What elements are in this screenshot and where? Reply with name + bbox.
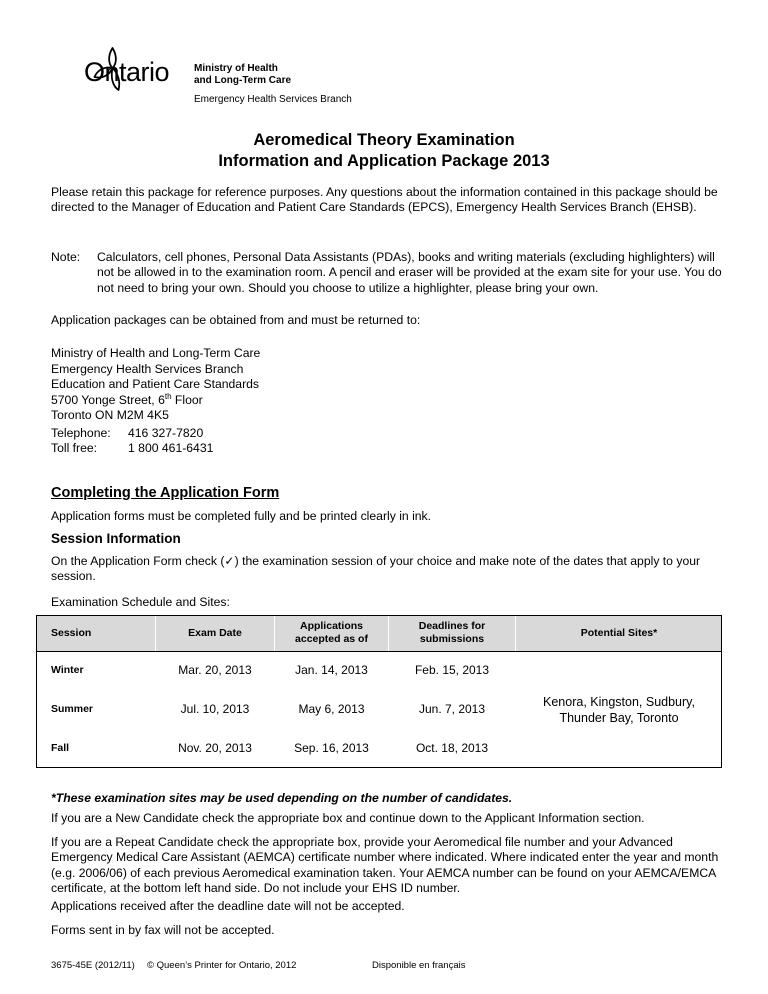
col-header-exam-date: Exam Date bbox=[156, 615, 275, 651]
col-header-applications: Applications accepted as of bbox=[275, 615, 389, 651]
session-cell: Summer bbox=[37, 690, 156, 729]
telephone-row bbox=[51, 426, 213, 441]
fax-notice: Forms sent in by fax will not be accepted. bbox=[51, 923, 275, 937]
exam-schedule-table bbox=[36, 615, 722, 768]
deadline-cell: Feb. 15, 2013 bbox=[389, 651, 516, 690]
deadline-cell: Jun. 7, 2013 bbox=[389, 690, 516, 729]
ontario-wordmark: Ontario bbox=[84, 57, 170, 87]
applications-cell: Jan. 14, 2013 bbox=[275, 651, 389, 690]
sites-footnote: *These examination sites may be used depending on the number of candidates. bbox=[51, 791, 513, 805]
deadline-cell: Oct. 18, 2013 bbox=[389, 729, 516, 768]
copyright-notice: © Queen’s Printer for Ontario, 2012 bbox=[147, 960, 297, 971]
mailing-address bbox=[51, 346, 260, 424]
french-availability: Disponible en français bbox=[372, 960, 466, 971]
exam-date-cell: Jul. 10, 2013 bbox=[156, 690, 275, 729]
title-line-2: Information and Application Package 2013 bbox=[218, 152, 550, 170]
col-header-deadlines: Deadlines for submissions bbox=[389, 615, 516, 651]
tollfree-number: 1 800 461-6431 bbox=[128, 441, 214, 455]
new-candidate-paragraph: If you are a New Candidate check the appropriate box and continue down to the Applicant Information section. bbox=[51, 811, 645, 825]
session-cell: Fall bbox=[37, 729, 156, 768]
ministry-name bbox=[194, 63, 291, 87]
section-heading: Completing the Application Form bbox=[51, 485, 280, 501]
title-line-1: Aeromedical Theory Examination bbox=[253, 131, 515, 149]
telephone-number: 416 327-7820 bbox=[128, 426, 204, 440]
session-info-text: On the Application Form check (✓) the examination session of your choice and make note of the dates that apply to your session. bbox=[51, 554, 701, 584]
exam-date-cell: Nov. 20, 2013 bbox=[156, 729, 275, 768]
document-title bbox=[0, 130, 768, 172]
address-line-5: Toronto ON M2M 4K5 bbox=[51, 408, 169, 422]
intro-paragraph: Please retain this package for reference purposes. Any questions about the information contained in this package should be directed to the Manager of Education and Patient Care Standards (EPCS), Emergency Health Services Branch (EHSB). bbox=[51, 185, 718, 215]
ministry-line-1: Ministry of Health bbox=[194, 63, 278, 74]
address-line-2: Emergency Health Services Branch bbox=[51, 361, 244, 376]
branch-name: Emergency Health Services Branch bbox=[194, 94, 352, 105]
sites-cell: Kenora, Kingston, Sudbury, Thunder Bay, Toronto bbox=[516, 651, 723, 768]
applications-cell: Sep. 16, 2013 bbox=[275, 729, 389, 768]
col-header-sites: Potential Sites* bbox=[516, 615, 723, 651]
table-header-row bbox=[37, 615, 723, 651]
tollfree-label: Toll free: bbox=[51, 441, 98, 455]
note-label: Note: bbox=[51, 250, 81, 264]
ministry-line-2: and Long-Term Care bbox=[194, 75, 292, 86]
address-line-1: Ministry of Health and Long-Term Care bbox=[51, 346, 261, 360]
session-cell: Winter bbox=[37, 651, 156, 690]
repeat-candidate-paragraph: If you are a Repeat Candidate check the appropriate box, provide your Aeromedical file number and your Advanced Emergency Medical Care Assistant (AEMCA) certificate number where indicated. Where indicated enter the year and month (e.g. 2006/06) of each previous Aeromedical examination taken. Your AEMCA number can be found on your AEMCA/EMCA certificate, at the bottom left hand side. Do not include your EHS ID number. bbox=[51, 835, 719, 895]
table-header-divider bbox=[36, 651, 722, 652]
packages-paragraph: Application packages can be obtained from and must be returned to: bbox=[51, 313, 421, 327]
table-row bbox=[37, 651, 723, 690]
note-body: Calculators, cell phones, Personal Data Assistants (PDAs), books and writing materials (excluding highlighters) will not be allowed in to the examination room. A pencil and eraser will be provided at the exam site for your use. You do not need to bring your own. Should you choose to utilize a highlighter, please bring your own. bbox=[97, 250, 722, 295]
schedule-label: Examination Schedule and Sites: bbox=[51, 595, 230, 609]
col-header-session: Session bbox=[37, 615, 156, 651]
form-number: 3675-45E (2012/11) bbox=[51, 960, 135, 971]
late-notice: Applications received after the deadline date will not be accepted. bbox=[51, 899, 405, 913]
applications-cell: May 6, 2013 bbox=[275, 690, 389, 729]
address-line-3: Education and Patient Care Standards bbox=[51, 377, 260, 391]
telephone-label: Telephone: bbox=[51, 426, 111, 440]
session-info-heading: Session Information bbox=[51, 531, 181, 546]
section-intro: Application forms must be completed fully and be printed clearly in ink. bbox=[51, 509, 432, 523]
contact-numbers bbox=[51, 426, 213, 456]
exam-date-cell: Mar. 20, 2013 bbox=[156, 651, 275, 690]
tollfree-row bbox=[51, 441, 213, 456]
address-line-4: 5700 Yonge Street, 6th Floor bbox=[51, 391, 203, 407]
